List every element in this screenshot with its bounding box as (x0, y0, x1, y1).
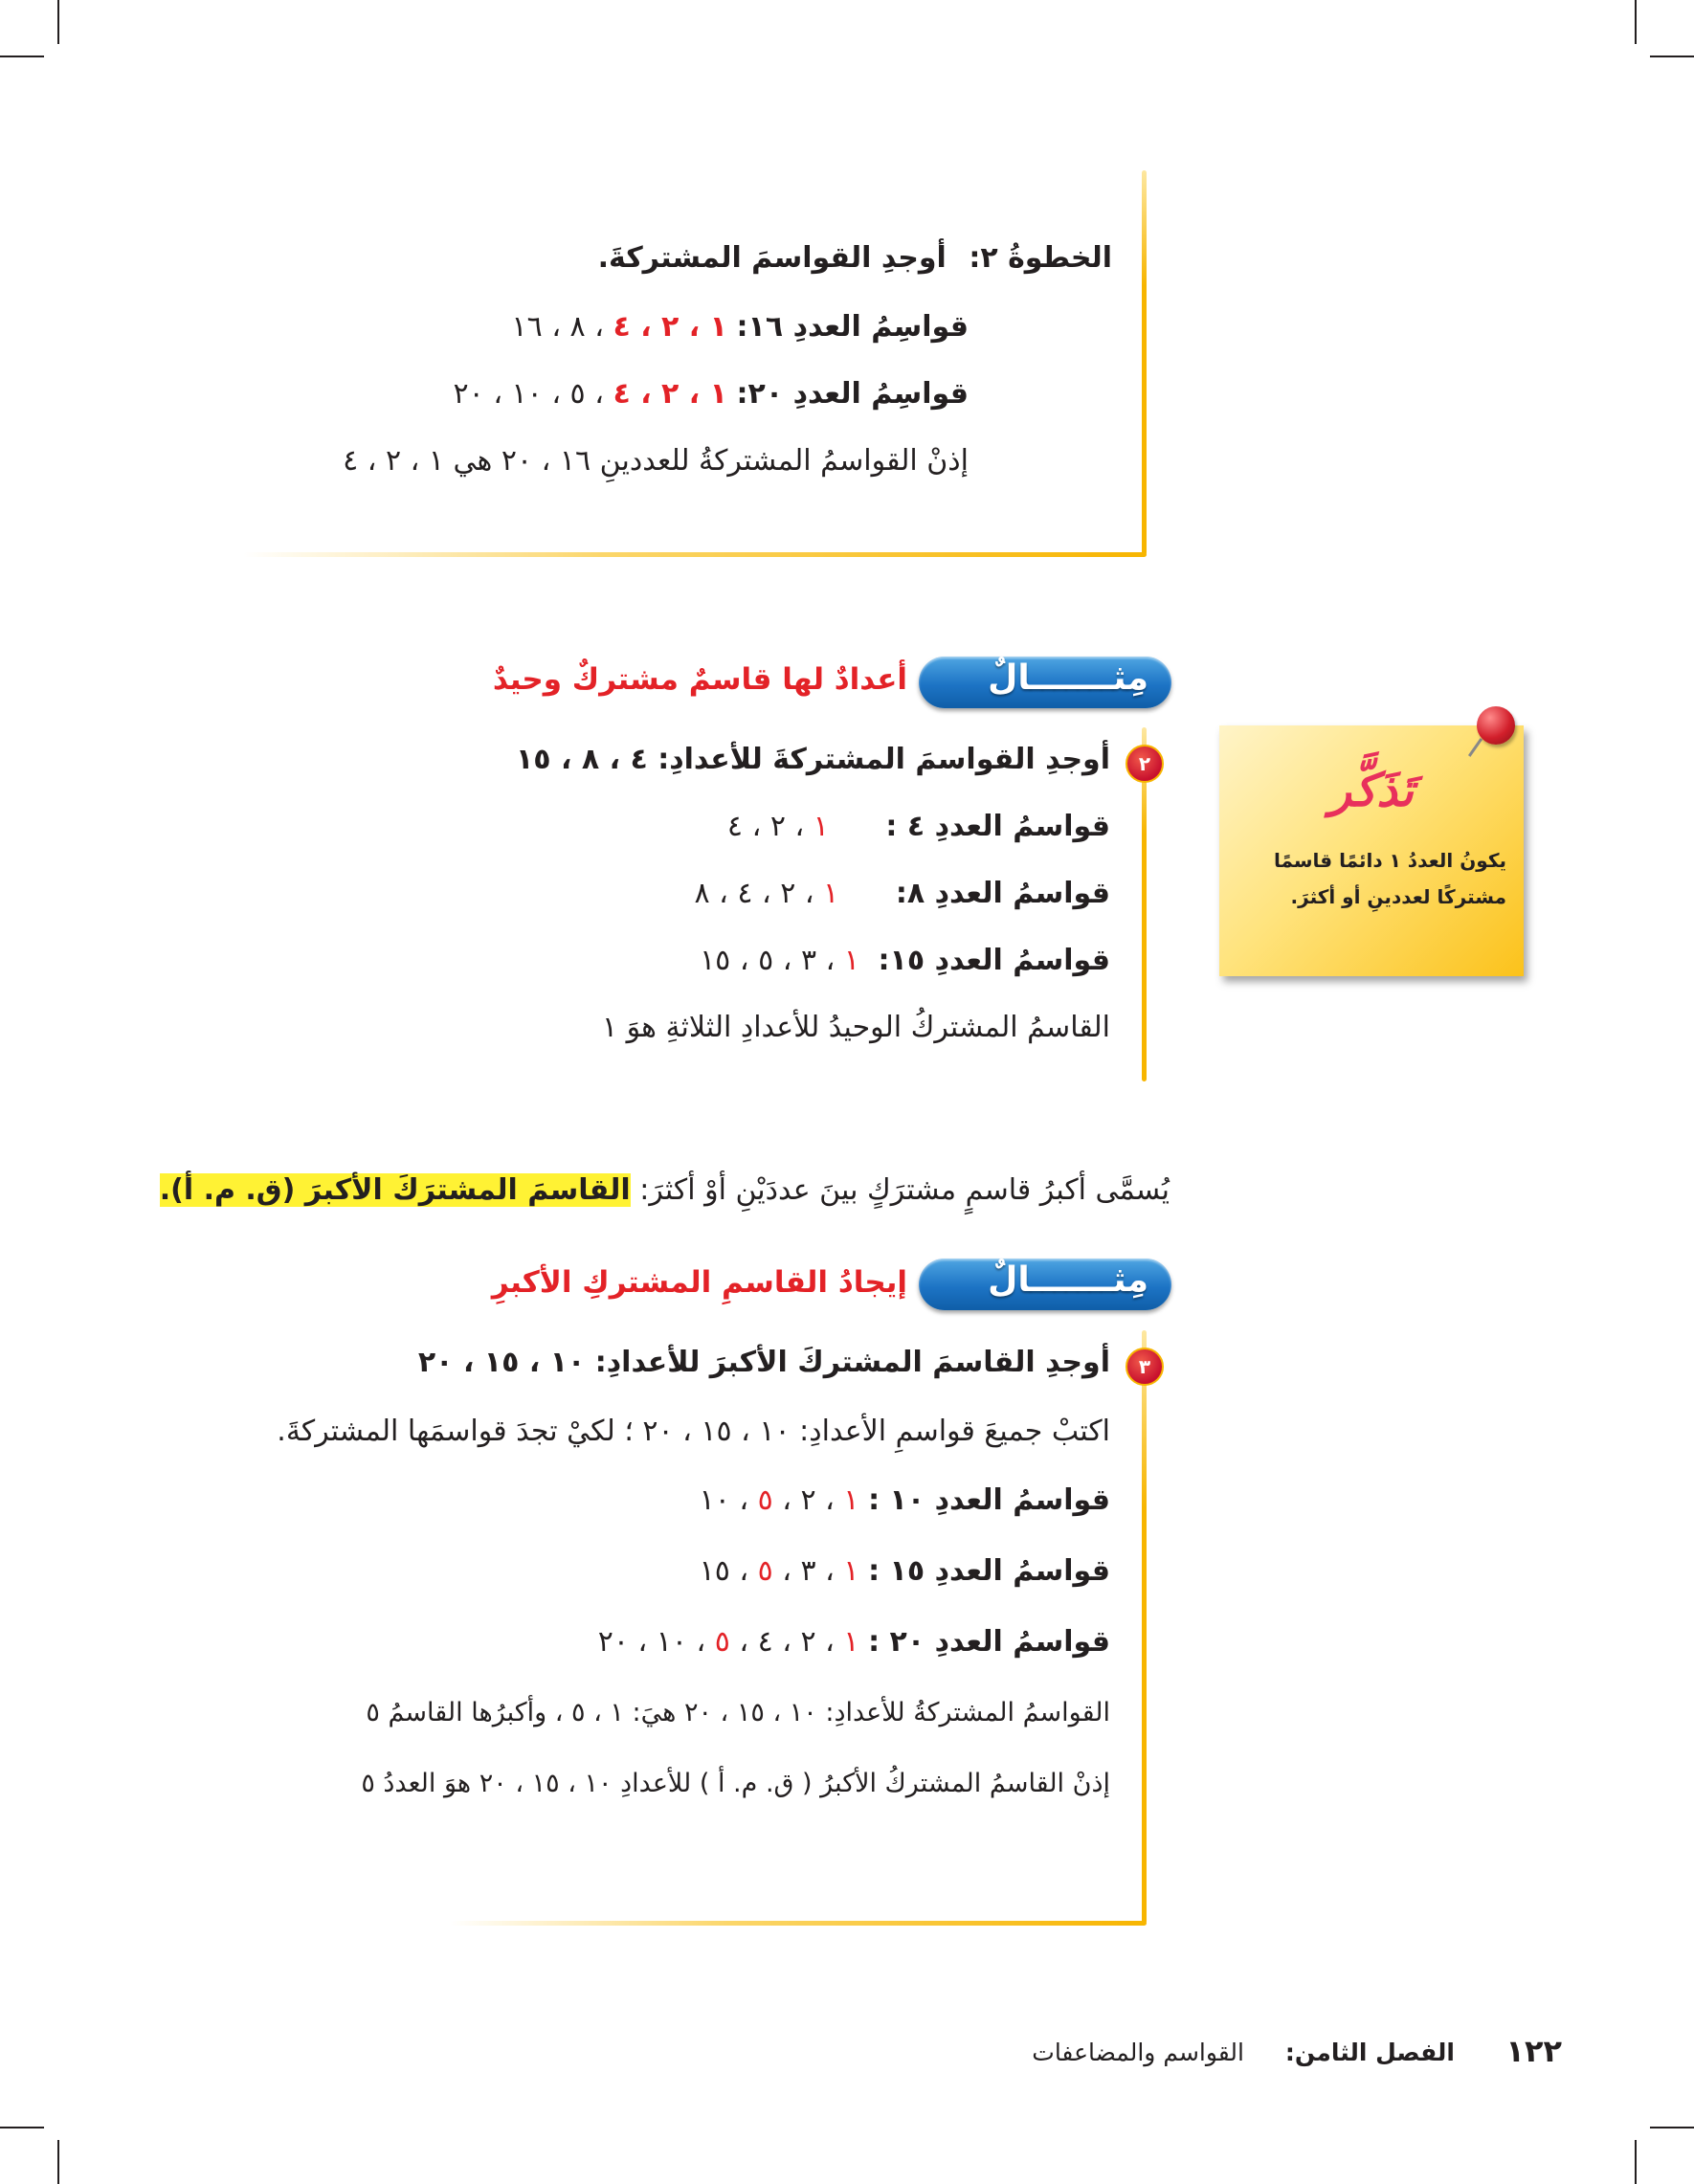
crop-mark (1650, 2127, 1694, 2128)
divisors-20-line (454, 375, 969, 413)
crop-mark (0, 2127, 44, 2128)
chapter-label: الفصل الثامن: (1284, 2039, 1455, 2066)
example-3-title: إيجادُ القاسمِ المشتركِ الأكبرِ (491, 1265, 907, 1300)
example-3-conclusion: إذنْ القاسمُ المشتركُ الأكبرُ ( ق. م. أ ) للأعدادِ ١٠ ، ١٥ ، ٢٠ هوَ العددُ ٥ (361, 1769, 1110, 1798)
example-3-badge-label: مِثـــــــالٌ (988, 1260, 1148, 1300)
top-block (287, 239, 1112, 526)
top-conclusion: إذنْ القواسمُ المشتركةُ للعددينِ ١٦ ، ٢٠ هي ١ ، ٢ ، ٤ (343, 444, 969, 478)
divisors-20-common: ١ ، ٢ ، ٤ (613, 377, 727, 411)
step-text: أوجدِ القواسمَ المشتركةَ. (597, 241, 947, 275)
example-2-conclusion: القاسمُ المشتركُ الوحيدُ للأعدادِ الثلاثةِ هوَ ١ (601, 1011, 1110, 1044)
example-3-row-20: قواسمُ العددِ ٢٠ : ١ ، ٢ ، ٤ ، ٥ ، ١٠ ، ٢٠ (597, 1625, 1110, 1659)
definition-text: يُسمَّى أكبرُ قاسمٍ مشترَكٍ بينَ عددَيْنِ أوْ أكثرَ: (639, 1173, 1170, 1207)
crop-mark (57, 2140, 59, 2184)
example-2-badge-label: مِثـــــــالٌ (988, 658, 1148, 698)
crop-mark (1650, 56, 1694, 57)
crop-mark (1635, 2140, 1637, 2184)
remember-title: تَذَكَّر (1329, 764, 1414, 817)
example-2-row-4: قواسمُ العددِ ٤ : ١ ، ٢ ، ٤ (726, 810, 1110, 843)
example-3-common: القواسمُ المشتركةُ للأعدادِ: ١٠ ، ١٥ ، ٢٠ هيَ: ١ ، ٥ ، وأكبرُها القاسمُ ٥ (366, 1698, 1110, 1727)
definition-highlight: القاسمَ المشترَكَ الأكبرَ (ق. م. أ) (170, 1173, 631, 1207)
page-number: ١٢٢ (1505, 2033, 1562, 2069)
example-3-question: أوجدِ القاسمَ المشتركَ الأكبرَ للأعدادِ: ١٠ ، ١٥ ، ٢٠ (417, 1346, 1110, 1379)
gcf-definition: يُسمَّى أكبرُ قاسمٍ مشترَكٍ بينَ عددَيْنِ أوْ أكثرَ: القاسمَ المشترَكَ الأكبرَ (ق. م. أ). (159, 1173, 1170, 1207)
divisors-16-line (512, 308, 969, 346)
remember-note (1219, 725, 1524, 976)
chapter-title: القواسم والمضاعفات (1032, 2039, 1244, 2066)
crop-mark (0, 56, 44, 57)
top-block-bracket-bottom (243, 552, 1147, 557)
divisors-16-rest: ، ٨ ، ١٦ (511, 310, 604, 344)
step-line (598, 239, 1112, 278)
remember-line-2: مشتركًا لعددينِ أو أكثرَ. (1290, 885, 1506, 908)
divisors-16-label: قواسِمُ العددِ ١٦: (736, 310, 969, 344)
example-3-number: ٣ (1126, 1348, 1164, 1386)
example-3-bracket-bottom (450, 1921, 1147, 1926)
example-3-instruction: اكتبْ جميعَ قواسمِ الأعدادِ: ١٠ ، ١٥ ، ٢٠ ؛ لكيْ تجدَ قواسمَها المشتركةَ. (277, 1415, 1110, 1448)
example-2-title: أعدادٌ لها قاسمٌ مشتركٌ وحيدٌ (492, 662, 907, 697)
step-label: الخطوةُ ٢: (969, 241, 1112, 275)
example-3-body (230, 1344, 1110, 1880)
example-2-row-15: قواسمُ العددِ ١٥: ١ ، ٣ ، ٥ ، ١٥ (700, 944, 1110, 977)
example-2-row-8: قواسمُ العددِ ٨: ١ ، ٢ ، ٤ ، ٨ (694, 877, 1110, 910)
example-3-row-10: قواسمُ العددِ ١٠ : ١ ، ٢ ، ٥ ، ١٠ (699, 1483, 1110, 1517)
top-block-bracket (1142, 170, 1147, 555)
example-3-bracket (1142, 1330, 1147, 1924)
crop-mark (57, 0, 59, 44)
pushpin-icon (1477, 706, 1515, 745)
remember-line-1: يكونُ العددُ ١ دائمًا قاسمًا (1273, 849, 1506, 872)
divisors-20-rest: ، ٥ ، ١٠ ، ٢٠ (453, 377, 604, 411)
example-2-question: أوجدِ القواسمَ المشتركةَ للأعدادِ: ٤ ، ٨ ، ١٥ (515, 743, 1110, 776)
divisors-20-label: قواسِمُ العددِ ٢٠: (736, 377, 969, 411)
divisors-16-common: ١ ، ٢ ، ٤ (613, 310, 727, 344)
example-3-row-15: قواسمُ العددِ ١٥ : ١ ، ٣ ، ٥ ، ١٥ (699, 1554, 1110, 1588)
remember-text (1229, 842, 1506, 915)
crop-mark (1635, 0, 1637, 44)
example-2-body (402, 741, 1110, 1047)
example-2-number: ٢ (1126, 745, 1164, 783)
